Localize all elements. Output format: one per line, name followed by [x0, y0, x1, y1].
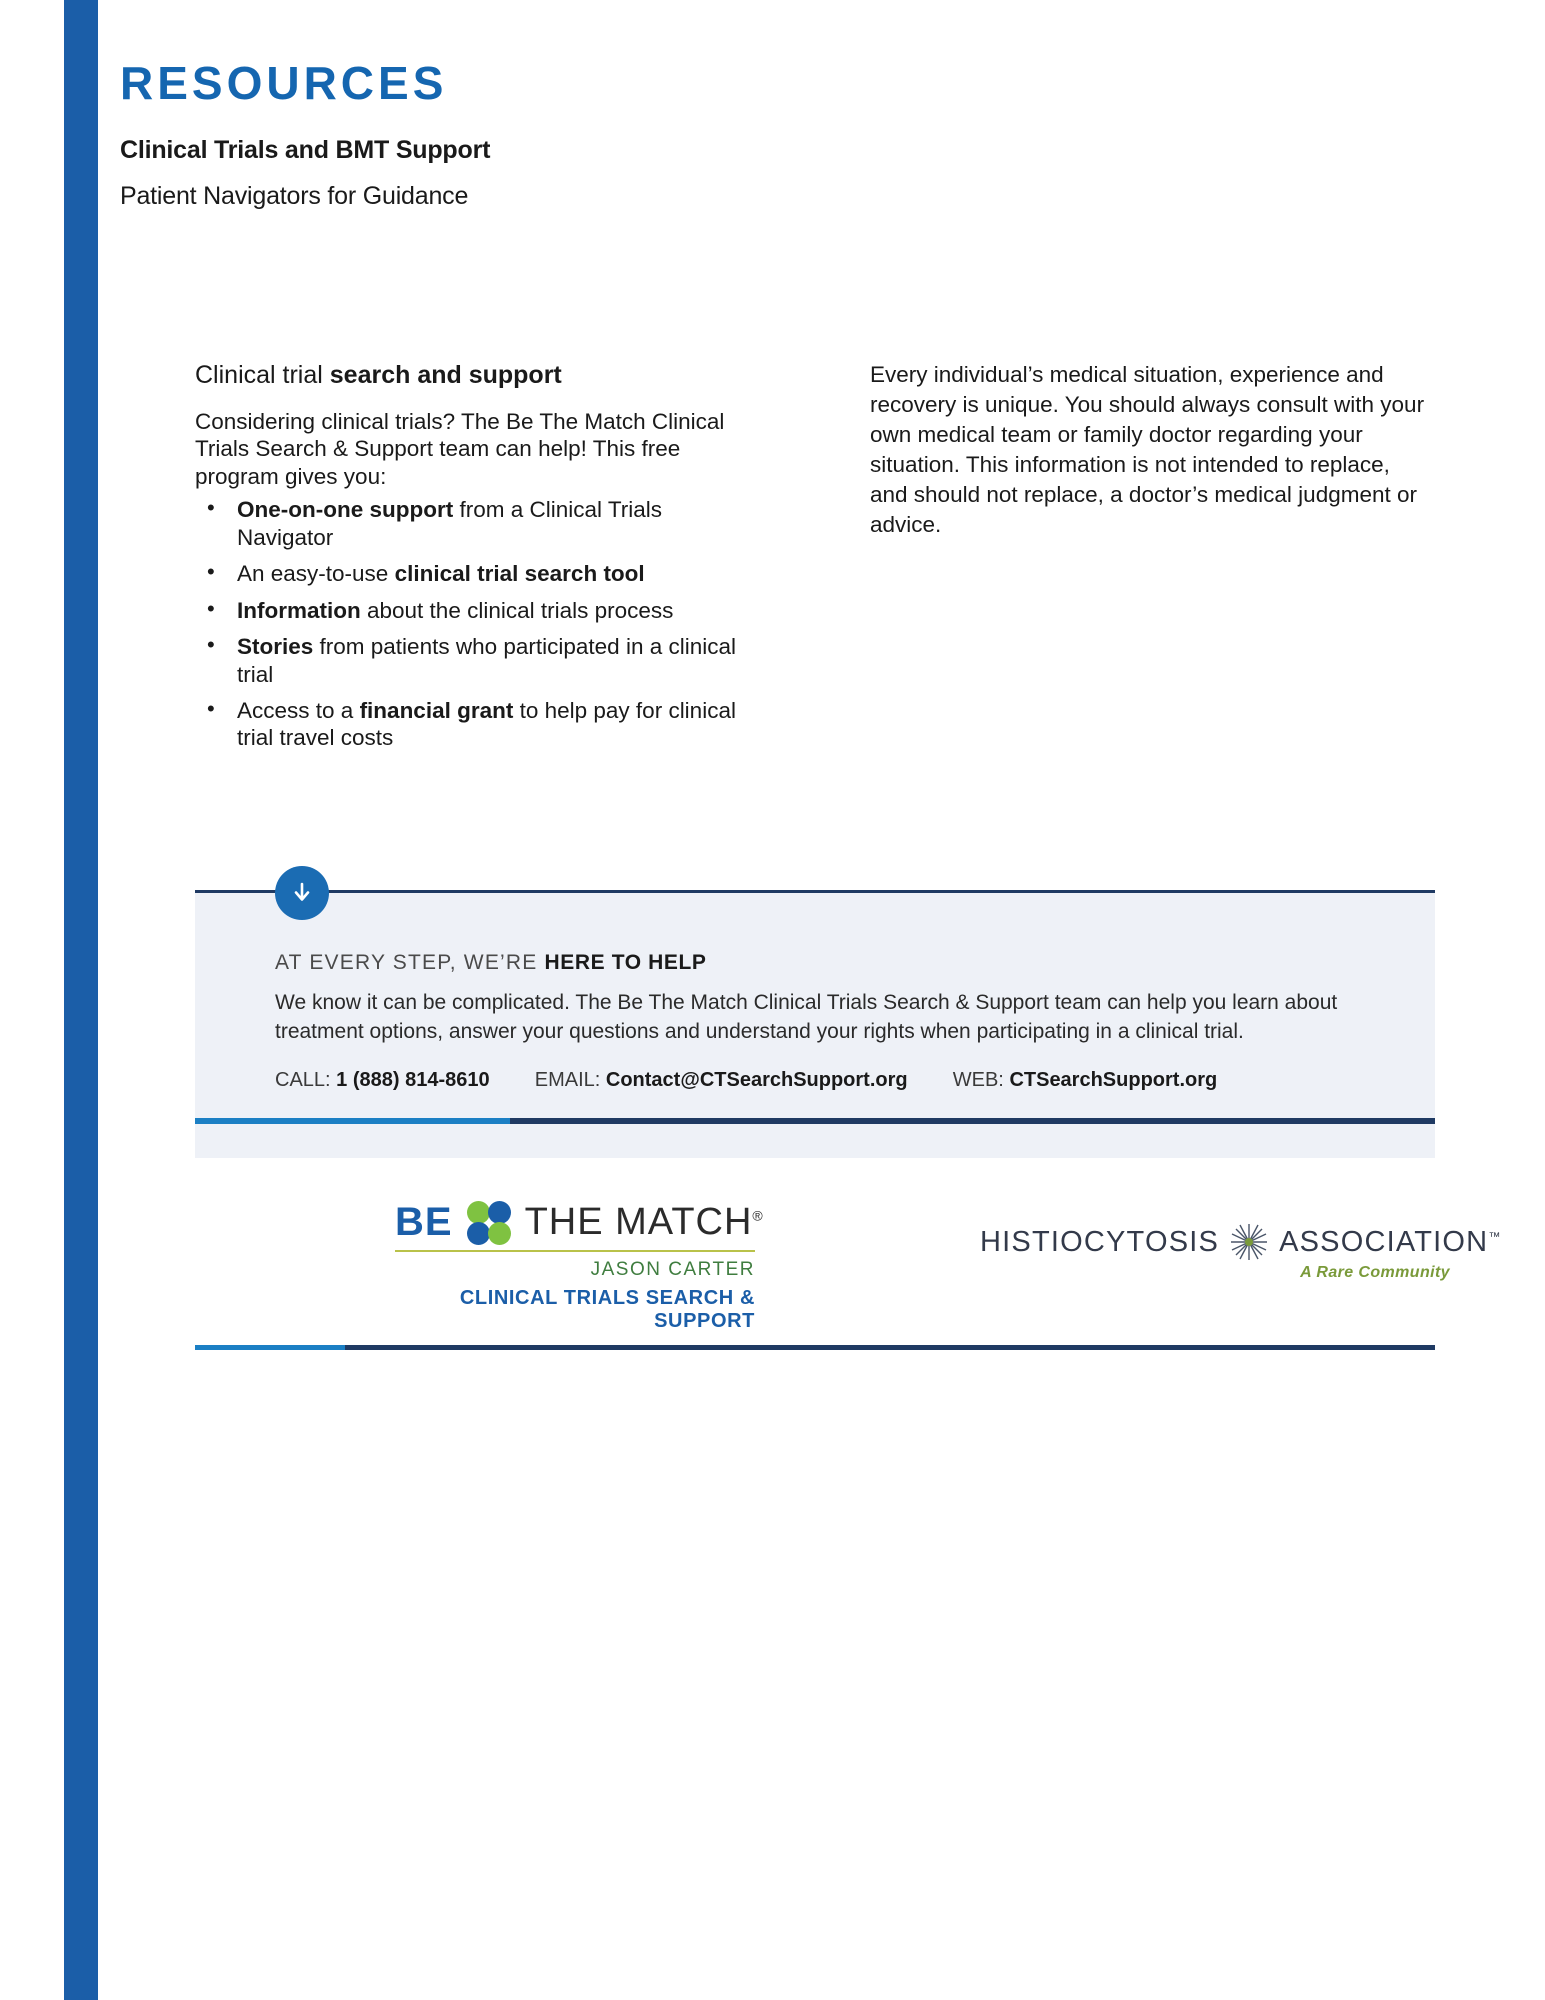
be-the-match-wordmark	[525, 1201, 764, 1244]
help-body-text: We know it can be complicated. The Be The Match Clinical Trials Search & Support team can help you learn about treatment options, answer your questions and understand your rights when participating in a clinical trial.	[275, 991, 1338, 1043]
bullet-bold: Information	[237, 597, 361, 623]
list-item	[195, 560, 750, 587]
help-band	[195, 890, 1435, 1158]
article-heading-plain: Clinical trial	[195, 361, 330, 389]
bullet-rest: about the clinical trials process	[360, 597, 674, 623]
article-heading	[195, 360, 750, 390]
association-word: ASSOCIATION	[1279, 1225, 1489, 1258]
article-heading-bold: search and support	[329, 361, 562, 389]
program-name-text: CLINICAL TRIALS SEARCH & SUPPORT	[459, 1287, 755, 1332]
histiocytosis-association-logo	[980, 1222, 1502, 1282]
association-wordmark	[1279, 1226, 1501, 1259]
help-kicker-plain: AT EVERY STEP, WE’RE	[275, 951, 545, 974]
call-value[interactable]: 1 (888) 814-8610	[336, 1068, 490, 1091]
list-item	[195, 496, 750, 551]
help-bottom-rule-accent	[195, 1118, 510, 1124]
page-title: RESOURCES	[120, 57, 448, 109]
web-label: WEB:	[952, 1068, 1004, 1091]
email-value[interactable]: Contact@CTSearchSupport.org	[605, 1068, 908, 1091]
bullet-lead: An easy-to-use	[237, 561, 395, 587]
help-kicker	[275, 951, 1355, 975]
help-contact-row	[275, 1069, 1355, 1092]
list-item	[195, 597, 750, 624]
footer-rule	[195, 1345, 1435, 1350]
article-left-column	[195, 360, 770, 761]
registered-mark: ®	[752, 1207, 764, 1224]
histiocytosis-tagline: A Rare Community	[1300, 1264, 1450, 1281]
email-label: EMAIL:	[534, 1068, 601, 1091]
jason-carter-text: JASON CARTER	[590, 1259, 755, 1280]
trademark-mark: ™	[1488, 1228, 1502, 1243]
help-kicker-bold: HERE TO HELP	[544, 951, 707, 974]
article-intro: Considering clinical trials? The Be The Match Clinical Trials Search & Support team can help! This free program gives you:	[195, 409, 725, 489]
help-band-tail	[195, 1124, 1435, 1158]
arrow-down-icon	[275, 866, 329, 920]
left-accent-bar	[64, 0, 98, 2000]
bullet-bold: financial grant	[359, 697, 514, 723]
web-value[interactable]: CTSearchSupport.org	[1009, 1068, 1218, 1091]
histiocytosis-word: HISTIOCYTOSIS	[980, 1225, 1220, 1258]
clipped-article	[195, 360, 1435, 761]
bullet-rest: to help pay for clinical trial travel costs	[237, 697, 736, 751]
article-bullet-list	[195, 496, 750, 752]
page-subtitle: Clinical Trials and BMT Support	[120, 136, 491, 164]
bullet-rest: from patients who participated in a clinical trial	[237, 634, 736, 687]
help-box	[195, 893, 1435, 1118]
footer-rule-accent	[195, 1345, 345, 1350]
medical-disclaimer: Every individual’s medical situation, experience and recovery is unique. You should always consult with your own medical team or family doctor regarding your situation. This information is not intended to replace, and should not replace, a doctor’s medical judgment or advice.	[870, 362, 1425, 537]
be-the-match-flower-icon	[467, 1201, 511, 1245]
bullet-lead: Access to a	[237, 697, 360, 723]
call-label: CALL:	[275, 1068, 331, 1091]
list-item	[195, 633, 750, 688]
starburst-icon	[1225, 1222, 1273, 1262]
article-right-column	[770, 360, 1430, 761]
page-subsubtitle: Patient Navigators for Guidance	[120, 182, 469, 210]
bullet-bold: clinical trial search tool	[394, 561, 645, 587]
logo-row	[195, 1200, 1502, 1340]
bullet-bold: Stories	[237, 634, 314, 660]
document-page	[120, 0, 1502, 2000]
be-the-match-be-text: BE	[395, 1200, 453, 1244]
be-the-match-the-match-text: THE MATCH	[524, 1201, 753, 1243]
be-the-match-logo	[395, 1200, 775, 1333]
be-the-match-underline	[395, 1250, 755, 1252]
help-bottom-rule	[195, 1118, 1435, 1124]
list-item	[195, 697, 750, 752]
bullet-bold: One-on-one support	[237, 497, 454, 523]
bullet-rest: from a Clinical Trials Navigator	[237, 497, 663, 550]
